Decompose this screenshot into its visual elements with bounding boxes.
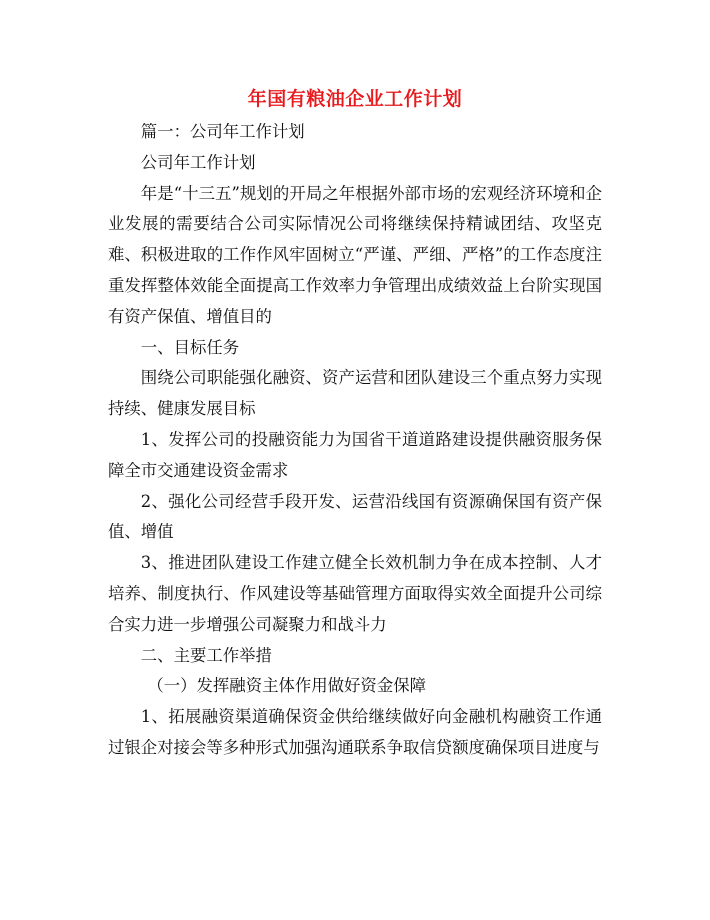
paragraph-intro: 年是“十三五”规划的开局之年根据外部市场的宏观经济环境和企业发展的需要结合公司实际情况公司将继续保持精诚团结、攻坚克难、积极进取的工作作风牢固树立“严谨、严细、严格”的工作态度注重发挥整体效能全面提高工作效率力争管理出成绩效益上台阶实现国有资产保值、增值目的 (108, 183, 602, 326)
paragraph-goal-1: 1、发挥公司的投融资能力为国省干道道路建设提供融资服务保障全市交通建设资金需求 (108, 429, 602, 480)
section-heading-goals: 一、目标任务 (140, 337, 240, 357)
paragraph-measure-1: 1、拓展融资渠道确保资金供给继续做好向金融机构融资工作通过银企对接会等多种形式加强沟通联系争取信贷额度确保项目进度与 (108, 707, 602, 757)
paragraph-goal-2: 2、强化公司经营手段开发、运营沿线国有资源确保国有资产保值、增值 (108, 491, 602, 542)
subsection-heading-financing: （一）发挥融资主体作用做好资金保障 (147, 676, 426, 696)
document-title: 年国有粮油企业工作计划 (247, 88, 463, 110)
section-heading-measures: 二、主要工作举措 (140, 645, 272, 665)
paragraph-plan-heading: 公司年工作计划 (140, 152, 256, 172)
paragraph-goal-3: 3、推进团队建设工作建立健全长效机制力争在成本控制、人才培养、制度执行、作风建设等基础管理方面取得实效全面提升公司综合实力进一步增强公司凝聚力和战斗力 (108, 553, 602, 634)
paragraph-chapter-heading: 篇一：公司年工作计划 (140, 122, 305, 141)
paragraph-goals: 围绕公司职能强化融资、资产运营和团队建设三个重点努力实现持续、健康发展目标 (108, 368, 602, 419)
document-body (108, 117, 602, 764)
